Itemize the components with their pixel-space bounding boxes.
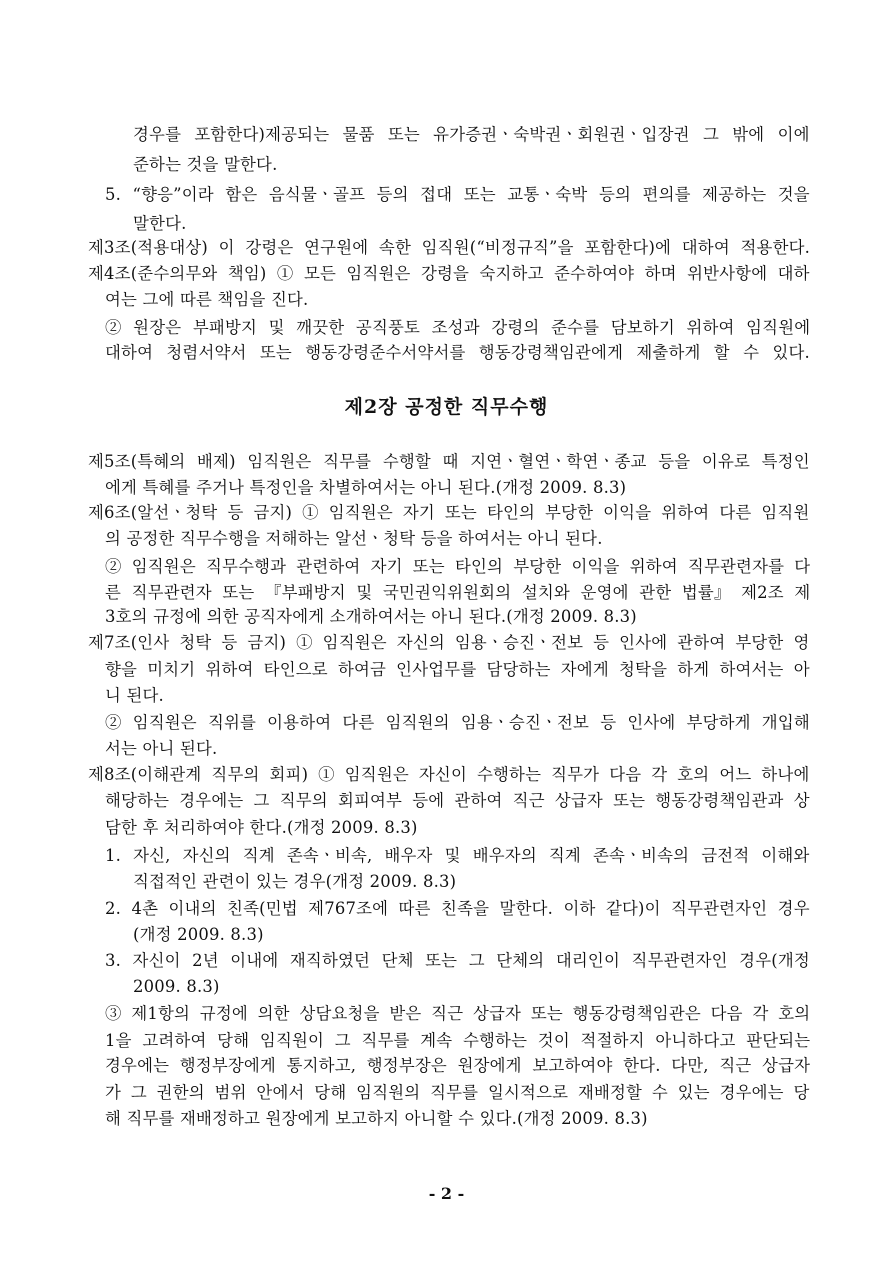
text-line: 제4조(준수의무와 책임) ① 모든 임직원은 강령을 숙지하고 준수하여야 하며 위반사항에 대하 (88, 264, 810, 283)
text-line: 가 그 권한의 범위 안에서 당해 임직원의 직무를 일시적으로 재배정할 수 있는 경우에는 당 (105, 1083, 810, 1102)
text-line: 1. 자신, 자신의 직계 존속ㆍ비속, 배우자 및 배우자의 직계 존속ㆍ비속의 금전적 이해와 (105, 846, 810, 865)
text-line: ② 원장은 부패방지 및 깨끗한 공직풍토 조성과 강령의 준수를 담보하기 위하여 임직원에 (105, 318, 811, 337)
text-line: 해당하는 경우에는 그 직무의 회피여부 등에 관하여 직근 상급자 또는 행동강령책임관과 상 (105, 791, 810, 810)
text-line: 에게 특혜를 주거나 특정인을 차별하여서는 아니 된다.(개정 2009. 8.3) (105, 478, 627, 497)
text-line: 른 직무관련자 또는 『부패방지 및 국민권익위원회의 설치와 운영에 관한 법률』 제2조 제 (105, 583, 811, 602)
text-line: 여는 그에 따른 책임을 진다. (105, 290, 309, 309)
text-line: 2009. 8.3) (133, 977, 220, 996)
text-line: ③ 제1항의 규정에 의한 상담요청을 받은 직근 상급자 또는 행동강령책임관은 다음 각 호의 (105, 1004, 811, 1023)
text-line: 대하여 청렴서약서 또는 행동강령준수서약서를 행동강령책임관에게 제출하게 할 수 있다. (105, 343, 810, 362)
text-line: 제7조(인사 청탁 등 금지) ① 임직원은 자신의 임용ㆍ승진ㆍ전보 등 인사에 관하여 부당한 영 (88, 633, 810, 652)
text-line: 직접적인 관련이 있는 경우(개정 2009. 8.3) (133, 872, 457, 891)
text-line: 제5조(특혜의 배제) 임직원은 직무를 수행할 때 지연ㆍ혈연ㆍ학연ㆍ종교 등을 이유로 특정인 (88, 452, 810, 471)
text-line: 준하는 것을 말한다. (133, 155, 278, 174)
text-line: 경우에는 행정부장에게 통지하고, 행정부장은 원장에게 보고하여야 한다. 다만, 직근 상급자 (105, 1056, 811, 1075)
chapter-heading: 제2장 공정한 직무수행 (344, 396, 549, 418)
page-number: - 2 - (428, 1184, 465, 1203)
text-line: ② 임직원은 직무수행과 관련하여 자기 또는 타인의 부당한 이익을 위하여 직무관련자를 다 (105, 557, 811, 576)
text-line: 3. 자신이 2년 이내에 재직하였던 단체 또는 그 단체의 대리인이 직무관련자인 경우(개정 (105, 951, 810, 970)
text-line: 3호의 규정에 의한 공직자에게 소개하여서는 아니 된다.(개정 2009. 8.3) (105, 607, 637, 626)
text-line: 담한 후 처리하여야 한다.(개정 2009. 8.3) (105, 818, 418, 837)
text-line: 2. 4촌 이내의 친족(민법 제767조에 따른 친족을 말한다. 이하 같다)이 직무관련자인 경우 (105, 899, 810, 918)
text-line: 1을 고려하여 당해 임직원이 그 직무를 계속 수행하는 것이 적절하지 아니하다고 판단되는 (105, 1031, 811, 1050)
text-line: ② 임직원은 직위를 이용하여 다른 임직원의 임용ㆍ승진ㆍ전보 등 인사에 부당하게 개입해 (105, 713, 810, 732)
text-line: 말한다. (133, 214, 187, 233)
text-line: 제3조(적용대상) 이 강령은 연구원에 속한 임직원(“비정규직”을 포함한다)에 대하여 적용한다. (88, 238, 811, 257)
text-line: 서는 아니 된다. (105, 739, 218, 758)
text-line: 해 직무를 재배정하고 원장에게 보고하지 아니할 수 있다.(개정 2009. 8.3) (105, 1109, 648, 1128)
text-line: 의 공정한 직무수행을 저해하는 알선ㆍ청탁 등을 하여서는 아니 된다. (105, 529, 603, 548)
text-line: 제6조(알선ㆍ청탁 등 금지) ① 임직원은 자기 또는 타인의 부당한 이익을 위하여 다른 임직원 (88, 503, 810, 522)
text-line: 향을 미치기 위하여 타인으로 하여금 인사업무를 담당하는 자에게 청탁을 하게 하여서는 아 (105, 660, 810, 679)
text-line: 경우를 포함한다)제공되는 물품 또는 유가증권ㆍ숙박권ㆍ회원권ㆍ입장권 그 밖에 이에 (133, 125, 810, 144)
text-line: 제8조(이해관계 직무의 회피) ① 임직원은 자신이 수행하는 직무가 다음 각 호의 어느 하나에 (88, 765, 810, 784)
text-line: 니 된다. (105, 686, 164, 705)
text-line: (개정 2009. 8.3) (133, 925, 264, 944)
text-line: 5. “향응”이라 함은 음식물ㆍ골프 등의 접대 또는 교통ㆍ숙박 등의 편의를 제공하는 것을 (105, 185, 810, 204)
